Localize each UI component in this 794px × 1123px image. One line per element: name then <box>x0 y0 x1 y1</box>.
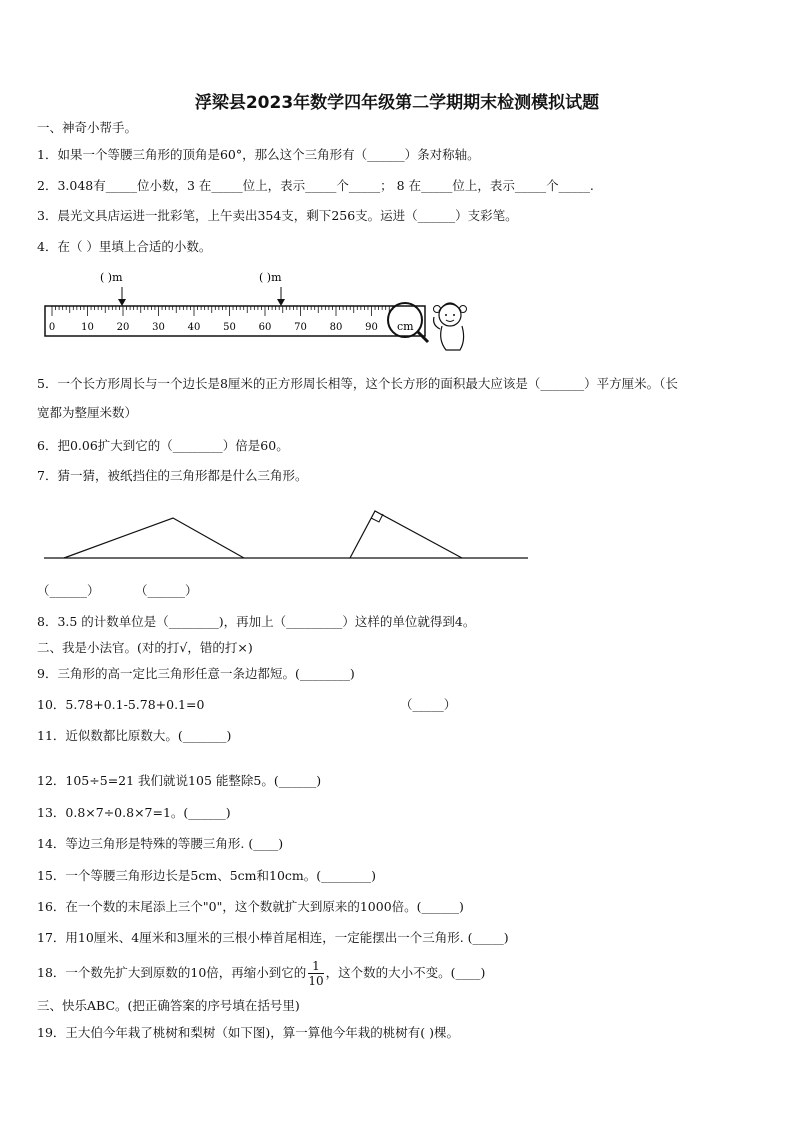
question-16: 16．在一个数的末尾添上三个"0"，这个数就扩大到原来的1000倍。(______) <box>37 899 464 914</box>
section-heading-3: 三、快乐ABC。(把正确答案的序号填在括号里) <box>37 998 300 1013</box>
question-7-answer-1: （______） <box>37 583 100 598</box>
ruler-tick-label: 30 <box>152 322 165 333</box>
question-19: 19．王大伯今年栽了桃树和梨树（如下图)，算一算他今年栽的桃树有( )棵。 <box>37 1025 460 1040</box>
question-4: 4．在（ ）里填上合适的小数。 <box>37 239 212 254</box>
ruler-unit: cm <box>397 320 414 333</box>
question-3: 3．晨光文具店运进一批彩笔，上午卖出354支，剩下256支。运进（______）支彩笔。 <box>37 208 518 223</box>
ruler-tick-label: 20 <box>116 322 130 333</box>
ruler-tick-label: 0 <box>48 322 56 333</box>
question-10-blank: （_____） <box>400 697 457 712</box>
section-heading-2: 二、我是小法官。(对的打√，错的打×) <box>37 640 253 655</box>
question-18-text-after: ，这个数的大小不变。(____) <box>325 965 486 980</box>
question-14: 14．等边三角形是特殊的等腰三角形. (____) <box>37 836 284 851</box>
question-9: 9．三角形的高一定比三角形任意一条边都短。(________) <box>37 666 355 681</box>
question-7-answer-2: （______） <box>135 583 198 598</box>
section-heading-1: 一、神奇小帮手。 <box>37 120 138 135</box>
fraction-numerator: 1 <box>312 959 320 973</box>
question-1: 1．如果一个等腰三角形的顶角是60°，那么这个三角形有（______）条对称轴。 <box>37 147 480 162</box>
question-17: 17．用10厘米、4厘米和3厘米的三根小棒首尾相连，一定能摆出一个三角形. (_____) <box>37 930 509 945</box>
question-11: 11．近似数都比原数大。(_______) <box>37 728 232 743</box>
ruler-tick-label: 40 <box>187 322 201 333</box>
triangle-2-visible-part <box>350 511 462 558</box>
question-18-text-before: 18．一个数先扩大到原数的10倍，再缩小到它的 <box>37 965 307 980</box>
page-title: 浮梁县2023年数学四年级第二学期期末检测模拟试题 <box>194 93 600 113</box>
fraction-denominator: 10 <box>308 974 324 988</box>
triangle-1-visible-part <box>64 518 244 558</box>
ruler-ticks <box>52 306 393 316</box>
question-7: 7．猜一猜，被纸挡住的三角形都是什么三角形。 <box>37 468 308 483</box>
question-8: 8．3.5 的计数单位是（________)，再加上（_________）这样的单位就得到4。 <box>37 614 476 629</box>
ruler-tick-label: 50 <box>223 322 236 333</box>
ruler-labels <box>49 322 378 333</box>
fraction-one-tenth <box>308 959 323 988</box>
question-5-line-2: 宽都为整厘米数） <box>37 405 138 420</box>
ruler-tick-label: 10 <box>81 322 94 333</box>
ruler-tick-label: 90 <box>365 322 378 333</box>
question-2: 2．3.048有_____位小数，3 在_____位上，表示_____个_____； 8 在_____位上，表示_____个_____. <box>37 178 594 193</box>
girl-cartoon-icon <box>434 303 467 350</box>
triangle-figure <box>44 505 534 565</box>
ruler-figure <box>40 265 480 360</box>
question-5-line-1: 5．一个长方形周长与一个边长是8厘米的正方形周长相等，这个长方形的面积最大应该是（_______）平方厘米。（长 <box>37 376 678 391</box>
question-6: 6．把0.06扩大到它的（________）倍是60。 <box>37 438 289 453</box>
question-18 <box>37 958 485 988</box>
ruler-bracket-left: ( )m <box>100 271 123 284</box>
ruler-tick-label: 60 <box>258 322 272 333</box>
ruler-tick-label: 70 <box>294 322 307 333</box>
question-10: 10．5.78+0.1-5.78+0.1=0 <box>37 697 205 712</box>
ruler-bracket-right: ( )m <box>259 271 282 284</box>
question-13: 13．0.8×7÷0.8×7=1。(______) <box>37 805 231 820</box>
ruler-tick-label: 80 <box>329 322 343 333</box>
question-15: 15．一个等腰三角形边长是5cm、5cm和10cm。(________) <box>37 868 377 883</box>
magnifier-handle <box>418 332 428 342</box>
question-12: 12．105÷5=21 我们就说105 能整除5。(______) <box>37 773 322 788</box>
